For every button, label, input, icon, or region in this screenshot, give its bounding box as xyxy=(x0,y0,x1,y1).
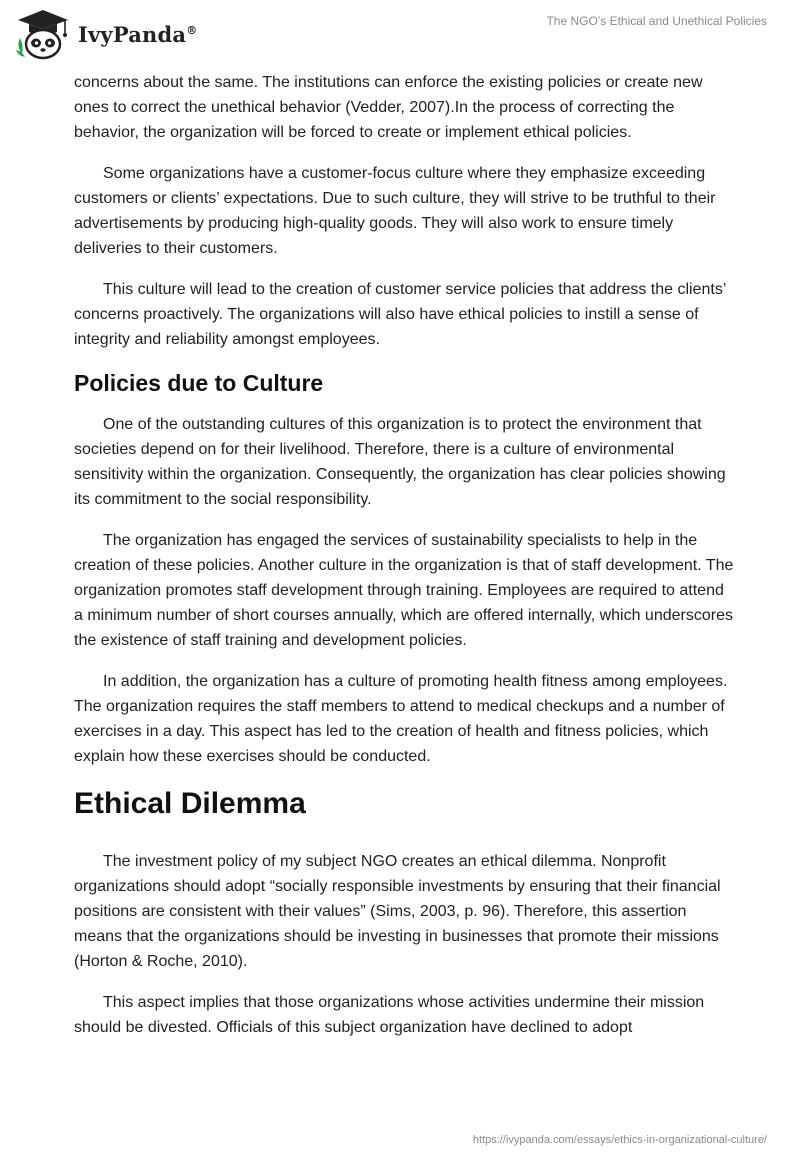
section-heading-policies-due-to-culture: Policies due to Culture xyxy=(74,370,324,396)
ivypanda-logo[interactable] xyxy=(14,6,197,62)
paragraph: This aspect implies that those organizations whose activities undermine their mission should be divested. Officials of this subject organization have declined to adopt xyxy=(74,994,705,1036)
essay-content xyxy=(74,70,734,1056)
paragraph: In addition, the organization has a culture of promoting health fitness among employees. The organization requires the staff members to attend to medical checkups and a number of exercises in a day. This aspect has led to the creation of health and fitness policies, which explain how these exercises should be conducted. xyxy=(74,673,728,765)
paragraph: The organization has engaged the services of sustainability specialists to help in the creation of these policies. Another culture in the organization is that of staff development. The organization promotes staff development through training. Employees are required to attend a minimum number of short courses annually, which are offered internally, which underscores the existence of staff training and development policies. xyxy=(74,532,734,649)
page-header xyxy=(0,0,800,70)
paragraph: The investment policy of my subject NGO creates an ethical dilemma. Nonprofit organizations should adopt “socially responsible investments by ensuring that their financial positions are consistent with their values” (Sims, 2003, p. 96). Therefore, this assertion means that the organizations should be investing in businesses that promote their missions (Horton & Roche, 2010). xyxy=(74,853,721,970)
paragraph: Some organizations have a customer-focus culture where they emphasize exceeding customers or clients’ expectations. Due to such culture, they will strive to be truthful to their advertisements by producing high-quality goods. They will also work to ensure timely deliveries to their customers. xyxy=(74,165,716,257)
source-url[interactable]: https://ivypanda.com/essays/ethics-in-organizational-culture/ xyxy=(472,1134,767,1146)
registered-mark: ® xyxy=(186,23,198,37)
brand-name: IvyPanda® xyxy=(78,21,198,47)
paragraph: concerns about the same. The institutions can enforce the existing policies or create new ones to correct the unethical behavior (Vedder, 2007).In the process of correcting the behavior, the organization will be forced to create or implement ethical policies. xyxy=(74,74,703,141)
section-heading-ethical-dilemma: Ethical Dilemma xyxy=(74,787,306,820)
panda-graduate-icon xyxy=(14,8,72,60)
document-title: The NGO’s Ethical and Unethical Policies xyxy=(546,14,767,28)
paragraph: This culture will lead to the creation of customer service policies that address the clients’ concerns proactively. The organizations will also have ethical policies to instill a sense of integrity and reliability amongst employees. xyxy=(74,281,726,348)
paragraph: One of the outstanding cultures of this organization is to protect the environment that societies depend on for their livelihood. Therefore, there is a culture of environmental sensitivity within the organization. Consequently, the organization has clear policies showing its commitment to the social responsibility. xyxy=(74,416,726,508)
